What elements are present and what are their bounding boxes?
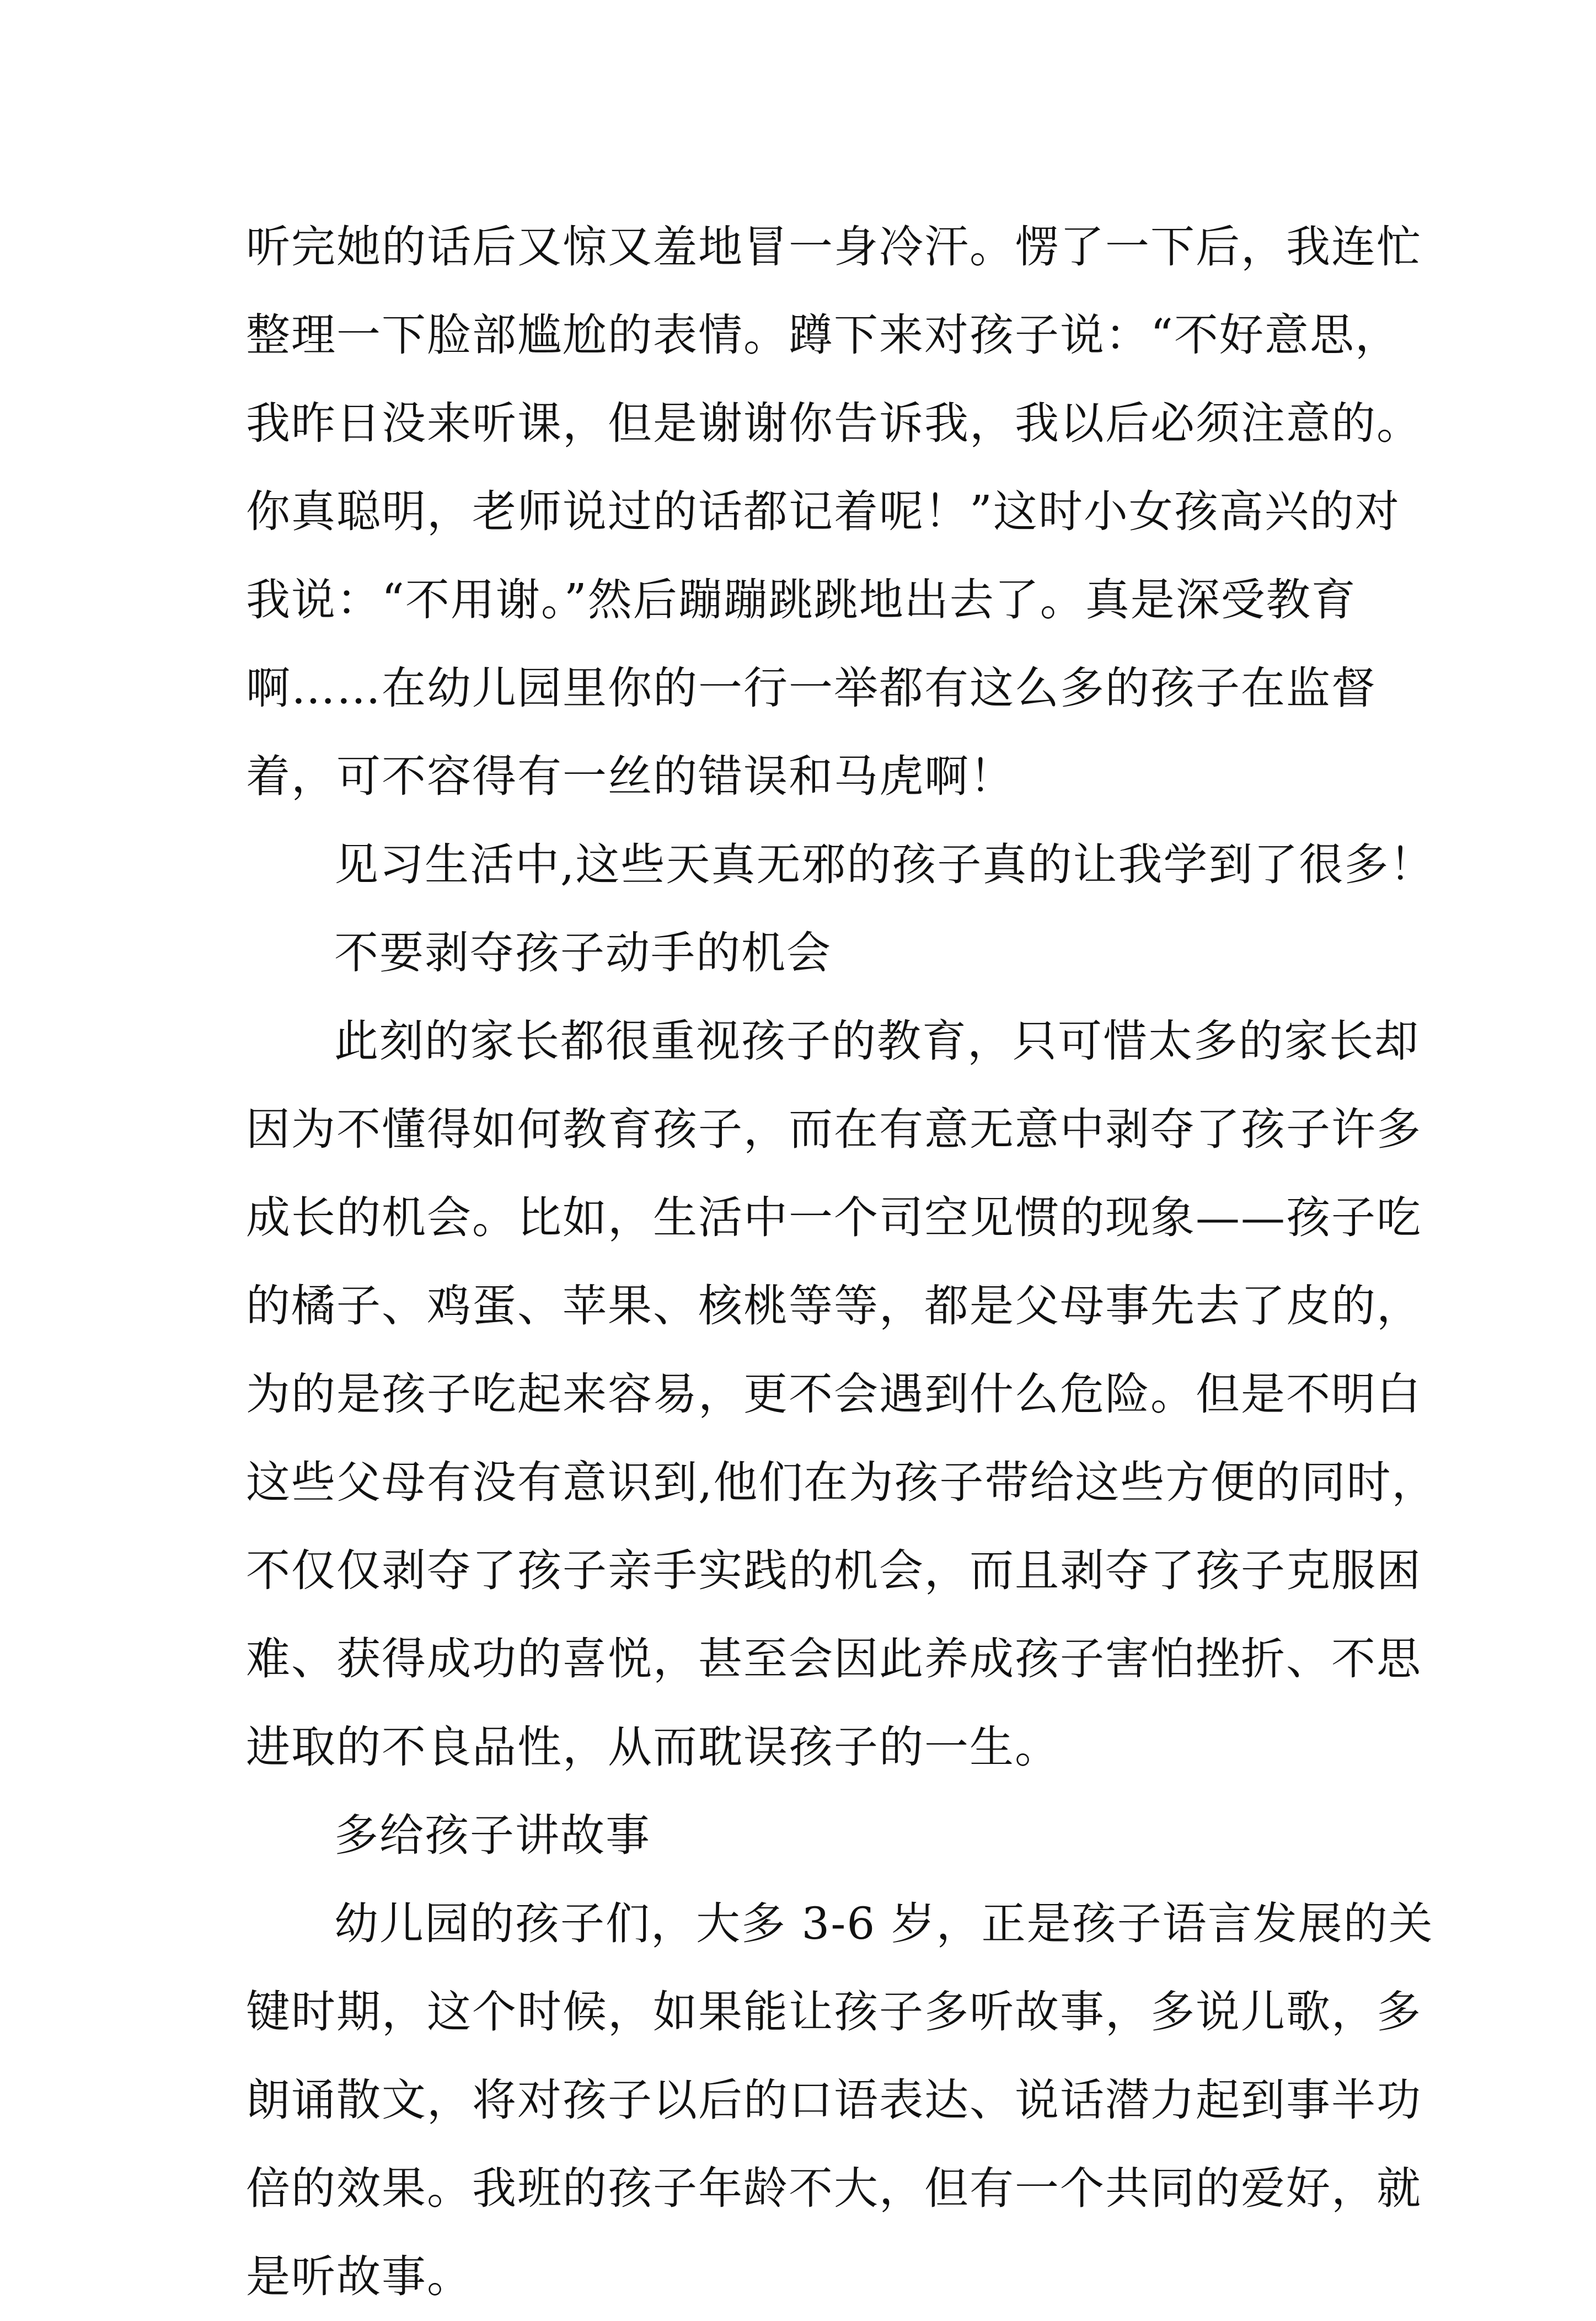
text-line: 啊……在幼儿园里你的一行一举都有这么多的孩子在监督 — [246, 662, 1377, 714]
text-line: 键时期，这个时候，如果能让孩子多听故事，多说儿歌，多 — [246, 1986, 1422, 2037]
text-line: 是听故事。 — [246, 2251, 472, 2302]
text-line: 着，可不容得有一丝的错误和马虎啊！ — [246, 751, 1015, 802]
text-line: 倍的效果。我班的孩子年龄不大，但有一个共同的爱好，就 — [246, 2163, 1422, 2214]
text-line: 你真聪明，老师说过的话都记着呢！”这时小女孩高兴的对 — [246, 486, 1400, 537]
paragraph-line: 幼儿园的孩子们，大多 3-6 岁，正是孩子语言发展的关 — [334, 1898, 1434, 1949]
text-line: 我说：“不用谢。”然后蹦蹦跳跳地出去了。真是深受教育 — [246, 574, 1357, 625]
text-line: 成长的机会。比如，生活中一个司空见惯的现象——孩子吃 — [246, 1192, 1422, 1243]
text-line: 听完她的话后又惊又羞地冒一身冷汗。愣了一下后，我连忙 — [246, 221, 1422, 272]
section-heading: 不要剥夺孩子动手的机会 — [334, 927, 832, 978]
text-line: 我昨日没来听课，但是谢谢你告诉我，我以后必须注意的。 — [246, 398, 1422, 449]
text-line: 进取的不良品性，从而耽误孩子的一生。 — [246, 1721, 1060, 1773]
body-text — [246, 203, 1437, 2321]
text-line: 朗诵散文，将对孩子以后的口语表达、说话潜力起到事半功 — [246, 2074, 1422, 2126]
section-heading: 多给孩子讲故事 — [334, 1810, 651, 1861]
text-line: 不仅仅剥夺了孩子亲手实践的机会，而且剥夺了孩子克服困 — [246, 1545, 1422, 1596]
paragraph-line: 见习生活中,这些天真无邪的孩子真的让我学到了很多！ — [334, 839, 1435, 890]
text-line: 这些父母有没有意识到,他们在为孩子带给这些方便的同时， — [246, 1457, 1437, 1508]
paragraph-line: 此刻的家长都很重视孩子的教育，只可惜太多的家长却 — [334, 1015, 1420, 1067]
text-line: 为的是孩子吃起来容易，更不会遇到什么危险。但是不明白 — [246, 1368, 1422, 1420]
text-line: 难、获得成功的喜悦，甚至会因此养成孩子害怕挫折、不思 — [246, 1633, 1422, 1684]
text-line: 的橘子、鸡蛋、苹果、核桃等等，都是父母事先去了皮的， — [246, 1280, 1422, 1331]
text-line: 因为不懂得如何教育孩子，而在有意无意中剥夺了孩子许多 — [246, 1104, 1422, 1155]
text-line: 整理一下脸部尴尬的表情。蹲下来对孩子说：“不好意思， — [246, 309, 1400, 361]
